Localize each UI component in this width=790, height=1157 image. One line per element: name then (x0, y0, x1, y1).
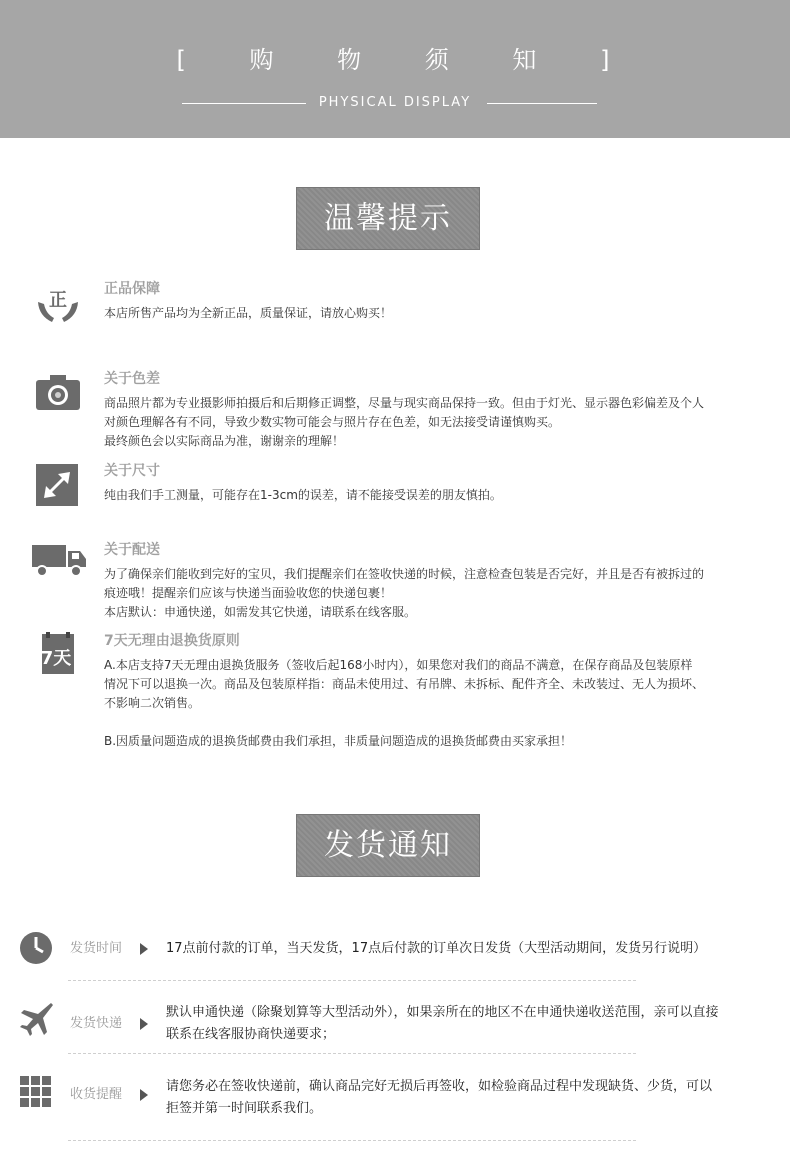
notice-line: 情况下可以退换一次。商品及包装原样指：商品未使用过、有吊牌、未拆标、配件齐全、未改装过、无人为损坏、 (104, 677, 705, 691)
notice-line: 不影响二次销售。 (104, 696, 201, 710)
shipping-text (166, 938, 766, 960)
notice-line: 纯由我们手工测量，可能存在1-3cm的误差，请不能接受误差的朋友慎拍。 (104, 488, 502, 502)
notice-body (104, 304, 772, 323)
header-title (0, 42, 790, 78)
notice-line: 对颜色理解各有不同，导致少数实物可能会与照片存在色差，如无法接受请谨慎购买。 (104, 415, 561, 429)
calendar-icon-text: 7天 (40, 648, 72, 669)
notice-line: A.本店支持7天无理由退换货服务（签收后起168小时内），如果您对我们的商品不满意，在保存商品及包装原样 (104, 658, 693, 672)
shipping-text (166, 1002, 766, 1046)
header-title-text: 购 物 须 知 (249, 46, 565, 74)
shipping-arrow-icon (140, 1089, 148, 1101)
shipping-line: 17点前付款的订单，当天发货，17点后付款的订单次日发货（大型活动期间，发货另行说明） (166, 941, 707, 956)
notice-body (104, 565, 772, 622)
shipping-line: 默认申通快递（除聚划算等大型活动外），如果亲所在的地区不在申通快递收送范围，亲可以直接 (166, 1005, 719, 1020)
shipping-arrow-icon (140, 943, 148, 955)
notice-body (104, 656, 772, 751)
dashed-divider (68, 1140, 636, 1141)
truck-icon (32, 541, 88, 589)
notice-title: 关于尺寸 (104, 463, 160, 479)
notice-line-blank (104, 713, 772, 732)
notice-line: B.因质量问题造成的退换货邮费由我们承担，非质量问题造成的退换货邮费由买家承担！ (104, 734, 573, 748)
shipping-line: 联系在线客服协商快递要求； (166, 1027, 336, 1042)
camera-icon (34, 370, 82, 418)
header-divider-right (487, 103, 597, 104)
notice-line: 商品照片都为专业摄影师拍摄后和后期修正调整，尽量与现实商品保持一致。但由于灯光、显示器色彩偏差及个人 (104, 396, 705, 410)
notice-line: 痕迹哦！提醒亲们应该与快递当面验收您的快递包裹！ (104, 586, 393, 600)
notice-title: 关于色差 (104, 371, 160, 387)
shipping-label: 发货时间 (70, 941, 123, 956)
shipping-label: 收货提醒 (70, 1087, 123, 1102)
header-bracket-right: ] (600, 46, 638, 74)
shipping-text (166, 1076, 766, 1120)
grid-icon (20, 1076, 56, 1112)
notice-line: 本店所售产品均为全新正品，质量保证，请放心购买！ (104, 306, 393, 320)
page-header (0, 0, 790, 138)
dashed-divider (68, 1053, 636, 1054)
shipping-line: 拒签并第一时间联系我们。 (166, 1101, 323, 1116)
shipping-arrow-icon (140, 1018, 148, 1030)
genuine-hands-icon (34, 280, 82, 328)
shipping-label: 发货快递 (70, 1016, 123, 1031)
notice-title: 关于配送 (104, 542, 160, 558)
notice-line: 最终颜色会以实际商品为准，谢谢亲的理解！ (104, 434, 345, 448)
notice-body (104, 486, 772, 505)
section-banner-shipping: 发货通知 (296, 814, 480, 877)
seven-day-calendar-icon (38, 632, 78, 680)
shipping-line: 请您务必在签收快递前，确认商品完好无损后再签收，如检验商品过程中发现缺货、少货，可以 (166, 1079, 713, 1094)
svg-text:正: 正 (49, 290, 67, 311)
section-banner-tips: 温馨提示 (296, 187, 480, 250)
notice-title: 7天无理由退换货原则 (104, 633, 240, 649)
notice-body (104, 394, 772, 451)
dashed-divider (68, 980, 636, 981)
notice-title: 正品保障 (104, 281, 160, 297)
resize-arrow-icon (34, 462, 82, 510)
notice-line: 本店默认：申通快递，如需发其它快递，请联系在线客服。 (104, 605, 417, 619)
notice-line: 为了确保亲们能收到完好的宝贝，我们提醒亲们在签收快递的时候，注意检查包装是否完好，并且是否有被拆过的 (104, 567, 705, 581)
clock-icon (18, 930, 54, 966)
header-subtitle: PHYSICAL DISPLAY (318, 95, 472, 110)
header-bracket-left: [ (176, 46, 214, 74)
airplane-icon (18, 1000, 54, 1036)
